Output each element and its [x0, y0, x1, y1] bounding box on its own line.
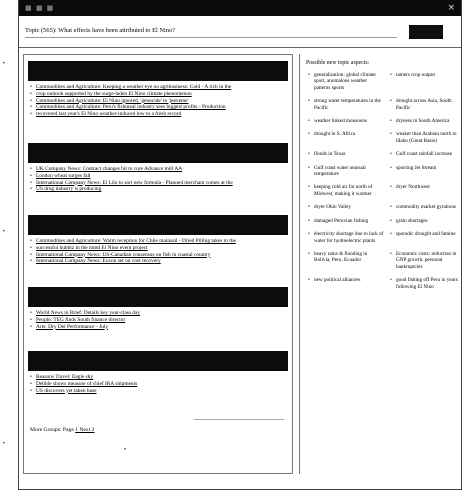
margin-tick: • [2, 228, 6, 235]
aspect-item[interactable]: • weather linked monsoons [306, 118, 384, 124]
group-header-band [28, 287, 288, 307]
group-header-band [28, 143, 288, 163]
result-link[interactable]: • Debble shows measure of chief IRA shipments [28, 381, 288, 388]
result-group-5 [28, 351, 288, 394]
result-link[interactable]: • International Company News: US-Canadian consensus on fish in coastal country [28, 252, 288, 259]
margin-tick: • [2, 60, 6, 67]
aspect-item[interactable]: • damaged Peruvian fishing [306, 218, 384, 224]
result-link[interactable]: • Commodities and Agriculture: Peru's fishmeal industry sees biggest profits - Production [28, 104, 288, 111]
aspect-item[interactable]: • generalization: global climate sport, anomalous weather patterns sports [306, 72, 384, 91]
aspect-item[interactable]: • strong water temperatures in the Pacific [306, 98, 384, 111]
result-link[interactable]: • International Company News: El Lilo to sort new formula - Planned merchant comes at the [28, 180, 288, 187]
more-groups-pager [30, 427, 94, 433]
result-link[interactable]: • International Company News: Exxon set on cost recovery [28, 258, 288, 265]
margin-tick: • [2, 440, 6, 447]
result-links [28, 310, 288, 330]
result-link[interactable]: • recovered last year's El Nino weather-induced low to a fresh record [28, 111, 288, 118]
result-links [28, 166, 288, 193]
result-group-4 [28, 287, 288, 330]
aspect-item[interactable]: • spurring Jet Stream [388, 165, 460, 178]
group-header-band [28, 351, 288, 371]
next-page-link[interactable]: 1 Next 2 [75, 427, 95, 433]
result-link[interactable]: • Arts: Dry Del Performance - July [28, 324, 288, 331]
result-group-3 [28, 215, 288, 265]
title-bar-decoration: ■ ■ ■ [25, 4, 55, 12]
result-links [28, 84, 288, 118]
group-header-band [28, 61, 288, 81]
aspects-pane [299, 54, 459, 474]
main-window [18, 0, 462, 490]
result-group-1 [28, 61, 288, 118]
result-link[interactable]: • successful hubbiz in the mmd El Nino event project [28, 245, 288, 252]
result-link[interactable]: • Commodities and Agriculture: El Nino ignored, 'genocide' to 'jeeveme' [28, 98, 288, 105]
aspects-title: Possible new topic aspects: [306, 60, 370, 66]
aspect-item[interactable]: • dryer Northwest [388, 184, 460, 197]
result-link[interactable]: • Commodities and Agriculture: Warm reception for Chile mainsail - Dried Pilling takes to the [28, 238, 288, 245]
aspect-item[interactable]: • drought across Asia, South Pacific [388, 98, 460, 111]
result-links [28, 238, 288, 265]
aspect-item[interactable]: • floods in Texas [306, 151, 384, 157]
aspect-item[interactable]: • tamers crop output [388, 72, 460, 91]
result-link[interactable]: • World News in Brief: Details key year-class day [28, 310, 288, 317]
title-bar [19, 0, 461, 16]
close-icon[interactable]: × [447, 3, 455, 13]
aspect-item[interactable]: • Gulf coast water unusual temperature [306, 165, 384, 178]
aspect-item[interactable]: • dryness in South America [388, 118, 460, 124]
aspect-item[interactable]: • heavy rains & flooding in Bolivia, Peru, Ecuador [306, 251, 384, 270]
topic-header [19, 18, 461, 48]
aspect-item[interactable]: • sporadic drought and famine [388, 231, 460, 244]
bullet-mark: • [124, 447, 127, 453]
result-links [28, 374, 288, 394]
aspect-item[interactable]: • good fishing off Peru in years following El Nino [388, 277, 460, 290]
topic-underline [25, 37, 397, 38]
aspect-item[interactable]: • drought in S. Africa [306, 131, 384, 144]
aspect-item[interactable]: • new political alliances [306, 277, 384, 290]
aspect-item[interactable]: • keeping cold air far north of Midwest, making it warmer [306, 184, 384, 197]
result-link[interactable]: • US discovers yet taken base [28, 388, 288, 395]
topic-label: Topic (565): What effects have been attributed to El Nino? [25, 27, 175, 34]
aspect-item[interactable]: • weaker than Arabian north to Idaho (Great Basin) [388, 131, 460, 144]
result-link[interactable]: • crop outlook supported by the surge-laden El Nino climate phenomenon [28, 91, 288, 98]
aspect-item[interactable]: • grain shortages [388, 218, 460, 224]
aspects-grid [306, 72, 458, 290]
result-group-2 [28, 143, 288, 193]
result-link[interactable]: • People: TEG finds South finance director [28, 317, 288, 324]
result-link[interactable]: • London wheat surges fall [28, 173, 288, 180]
result-link[interactable]: • Reasons Travel: Eagle sky [28, 374, 288, 381]
group-header-band [28, 215, 288, 235]
result-link[interactable]: • US drug industry is producing [28, 186, 288, 193]
aspect-item[interactable]: • electricity shortage due to lack of water for hydroelectric plants [306, 231, 384, 244]
result-link[interactable]: • Commodities and Agriculture: Keeping a weather eye on agribusiness: Cold - A rich in the [28, 84, 288, 91]
results-pane [23, 54, 293, 474]
topic-submit-button[interactable] [409, 25, 443, 39]
result-link[interactable]: • UK Company News: Contract changes hit to cure Advance mill AA [28, 166, 288, 173]
divider [194, 419, 284, 420]
aspect-item[interactable]: • commodity market gyrations [388, 204, 460, 210]
aspect-item[interactable]: • Economic costs: reduction in GNP growth, personal bankruptcies [388, 251, 460, 270]
more-groups-label: More Groups: Page [30, 427, 74, 433]
aspect-item[interactable]: • Gulf coast rainfall increase [388, 151, 460, 157]
aspect-item[interactable]: • dryer Ohio Valley [306, 204, 384, 210]
